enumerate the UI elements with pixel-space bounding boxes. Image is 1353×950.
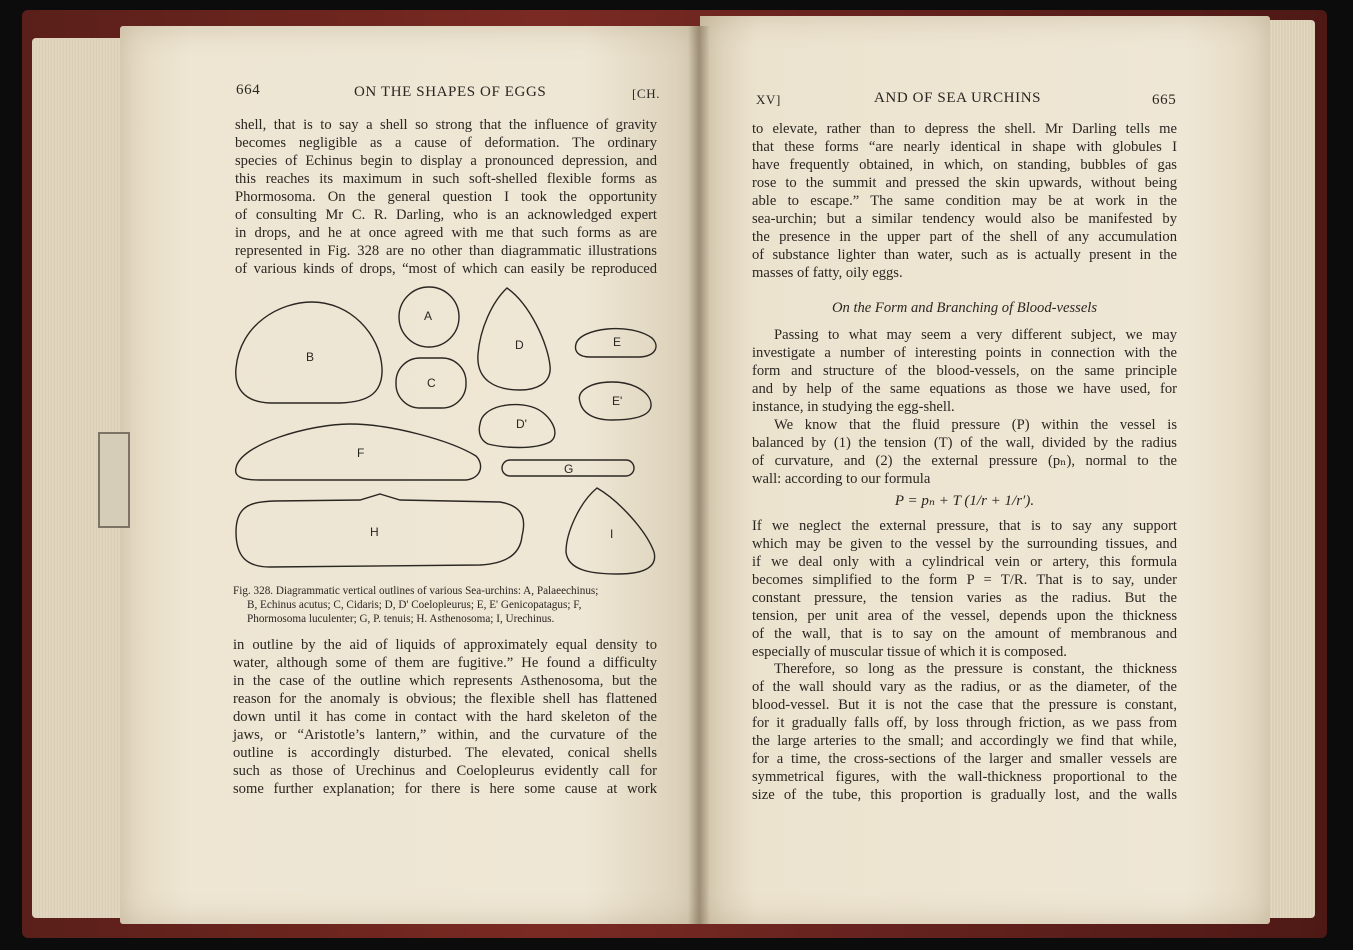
text-line: of curvature, and (2) the external pressure (pₙ), normal to the: [752, 453, 1177, 469]
text-line: tension, per unit area of the vessel, depends upon the thickness: [752, 608, 1177, 624]
text-line: of consulting Mr C. R. Darling, who is an acknowledged expert: [235, 207, 657, 223]
text-line: in drops, and he at once agreed with me that such forms as are: [235, 225, 657, 241]
caption-line: Phormosoma luculenter; G, P. tenuis; H. Asthenosoma; I, Urechinus.: [247, 613, 555, 625]
text-line: size of the tube, this proportion is gradually lost, and the walls: [752, 787, 1177, 803]
right-page-number: 665: [1152, 92, 1177, 108]
text-line: jaws, or “Aristotle’s lantern,” within, and the curvature of the: [233, 727, 657, 743]
figure-328-sea-urchin-outlines: [230, 284, 660, 580]
text-line: investigate a number of interesting points in connection with the: [752, 345, 1177, 361]
text-line: in outline by the aid of liquids of approximately equal density to: [233, 637, 657, 653]
left-running-title: ON THE SHAPES OF EGGS: [354, 84, 547, 100]
outline-h: [236, 494, 524, 567]
text-line: especially of muscular tissue of which it is composed.: [752, 644, 1067, 660]
label-d: D: [515, 338, 524, 352]
right-chapter-mark: XV]: [756, 92, 781, 107]
text-line: in the case of the outline which represents Asthenosoma, but the: [233, 673, 657, 689]
text-line: and by help of the same equations as those we have used, for: [752, 381, 1177, 397]
label-d-prime: D': [516, 417, 527, 431]
text-line: outline is accordingly disturbed. The elevated, conical shells: [233, 745, 657, 761]
text-line: have frequently obtained, in which, on standing, bubbles of gas: [752, 157, 1177, 173]
text-line: if we deal only with a cylindrical vein or artery, this formula: [752, 554, 1177, 570]
text-line: the large arteries to the small; and accordingly we find that while,: [752, 733, 1177, 749]
right-paragraph-4: [752, 517, 1177, 661]
text-line: able to escape.” The same condition may be at work in the: [752, 193, 1177, 209]
caption-line: B, Echinus acutus; C, Cidaris; D, D' Coelopleurus; E, E' Genicopatagus; F,: [247, 599, 582, 611]
text-line: becomes negligible as a cause of deformation. The ordinary: [235, 135, 657, 151]
text-line: which may be given to the vessel by the surrounding tissues, and: [752, 536, 1177, 552]
text-line: some further explanation; for there is here some cause at work: [233, 781, 657, 797]
label-a: A: [424, 309, 433, 323]
text-line: becomes simplified to the form P = T/R. That is to say, under: [752, 572, 1177, 588]
text-line: of the wall, that is to say on the amount of membranous and: [752, 626, 1177, 642]
text-line: blood-vessel. But it is not the case that the pressure is constant,: [752, 697, 1177, 713]
text-line: balanced by (1) the tension (T) of the wall, divided by the radius: [752, 435, 1177, 451]
right-paragraph-2: [752, 326, 1177, 416]
left-bottom-paragraph: [233, 636, 657, 798]
left-page-number: 664: [236, 82, 261, 98]
text-line: We know that the fluid pressure (P) within the vessel is: [774, 417, 1177, 433]
label-c: C: [427, 376, 436, 390]
library-stamp: [98, 432, 130, 528]
text-line: this reaches its maximum in such soft-shelled flexible forms as: [235, 171, 657, 187]
caption-line: Fig. 328. Diagrammatic vertical outlines of various Sea-urchins: A, Palaeechinus;: [233, 585, 599, 597]
text-line: that these forms “are nearly identical in shape with globules I: [752, 139, 1177, 155]
section-heading: On the Form and Branching of Blood-vessels: [831, 300, 1098, 316]
text-line: symmetrical figures, with the wall-thickness proportional to the: [752, 769, 1177, 785]
text-line: for a time, the cross-sections of the larger and smaller vessels are: [752, 751, 1177, 767]
text-line: of various kinds of drops, “most of which can easily be reproduced: [235, 261, 657, 277]
text-line: to elevate, rather than to depress the shell. Mr Darling tells me: [752, 121, 1177, 137]
text-line: Passing to what may seem a very different subject, we may: [774, 327, 1177, 343]
text-line: reason for the anomaly is obvious; the flexible shell has flattened: [233, 691, 657, 707]
label-g: G: [564, 462, 574, 476]
text-line: of substance lighter than water, such as is actually present in the: [752, 247, 1177, 263]
right-paragraph-5: [752, 660, 1177, 804]
outline-d: [478, 288, 550, 390]
text-line: sea-urchin; but a similar tendency would also be manifested by: [752, 211, 1177, 227]
text-line: masses of fatty, oily eggs.: [752, 265, 903, 281]
pressure-formula: P = pₙ + T (1/r + 1/r′).: [894, 493, 1035, 509]
text-line: species of Echinus begin to display a pronounced depression, and: [235, 153, 657, 169]
label-i: I: [610, 527, 614, 541]
left-chapter-mark: [CH.: [632, 86, 661, 101]
text-line: form and structure of the blood-vessels, on the same principle: [752, 363, 1177, 379]
text-line: such as those of Urechinus and Coelopleurus evidently call for: [233, 763, 657, 779]
text-line: down until it has come in contact with the hard skeleton of the: [233, 709, 657, 725]
text-line: Therefore, so long as the pressure is constant, the thickness: [774, 661, 1177, 677]
text-line: of the wall should vary as the radius, or as the diameter, of the: [752, 679, 1177, 695]
left-top-paragraph: [235, 116, 657, 278]
text-line: shell, that is to say a shell so strong that the influence of gravity: [235, 117, 657, 133]
text-line: represented in Fig. 328 are no other than diagrammatic illustrations: [235, 243, 657, 259]
text-line: rose to the summit and pressed the skin upwards, without being: [752, 175, 1177, 191]
figure-caption: [233, 584, 655, 626]
text-line: constant pressure, the tension varies as the radius. But the: [752, 590, 1177, 606]
label-h: H: [370, 525, 379, 539]
right-paragraph-1: [752, 120, 1177, 282]
right-paragraph-3: [752, 416, 1177, 488]
label-e-prime: E': [612, 394, 623, 408]
text-line: instance, in studying the egg-shell.: [752, 399, 955, 415]
text-line: the presence in the upper part of the shell of any accumulation: [752, 229, 1177, 245]
text-line: water, although some of them are fugitive.” He found a difficulty: [233, 655, 657, 671]
label-e: E: [613, 335, 622, 349]
right-running-title: AND OF SEA URCHINS: [874, 90, 1042, 106]
text-line: Phormosoma. On the general question I took the opportunity: [235, 189, 657, 205]
text-line: If we neglect the external pressure, that is to say any support: [752, 518, 1177, 534]
book-gutter: [688, 26, 710, 924]
label-b: B: [306, 350, 315, 364]
text-line: for it gradually falls off, by loss through friction, as we pass from: [752, 715, 1177, 731]
text-line: wall: according to our formula: [752, 471, 931, 487]
label-f: F: [357, 446, 365, 460]
